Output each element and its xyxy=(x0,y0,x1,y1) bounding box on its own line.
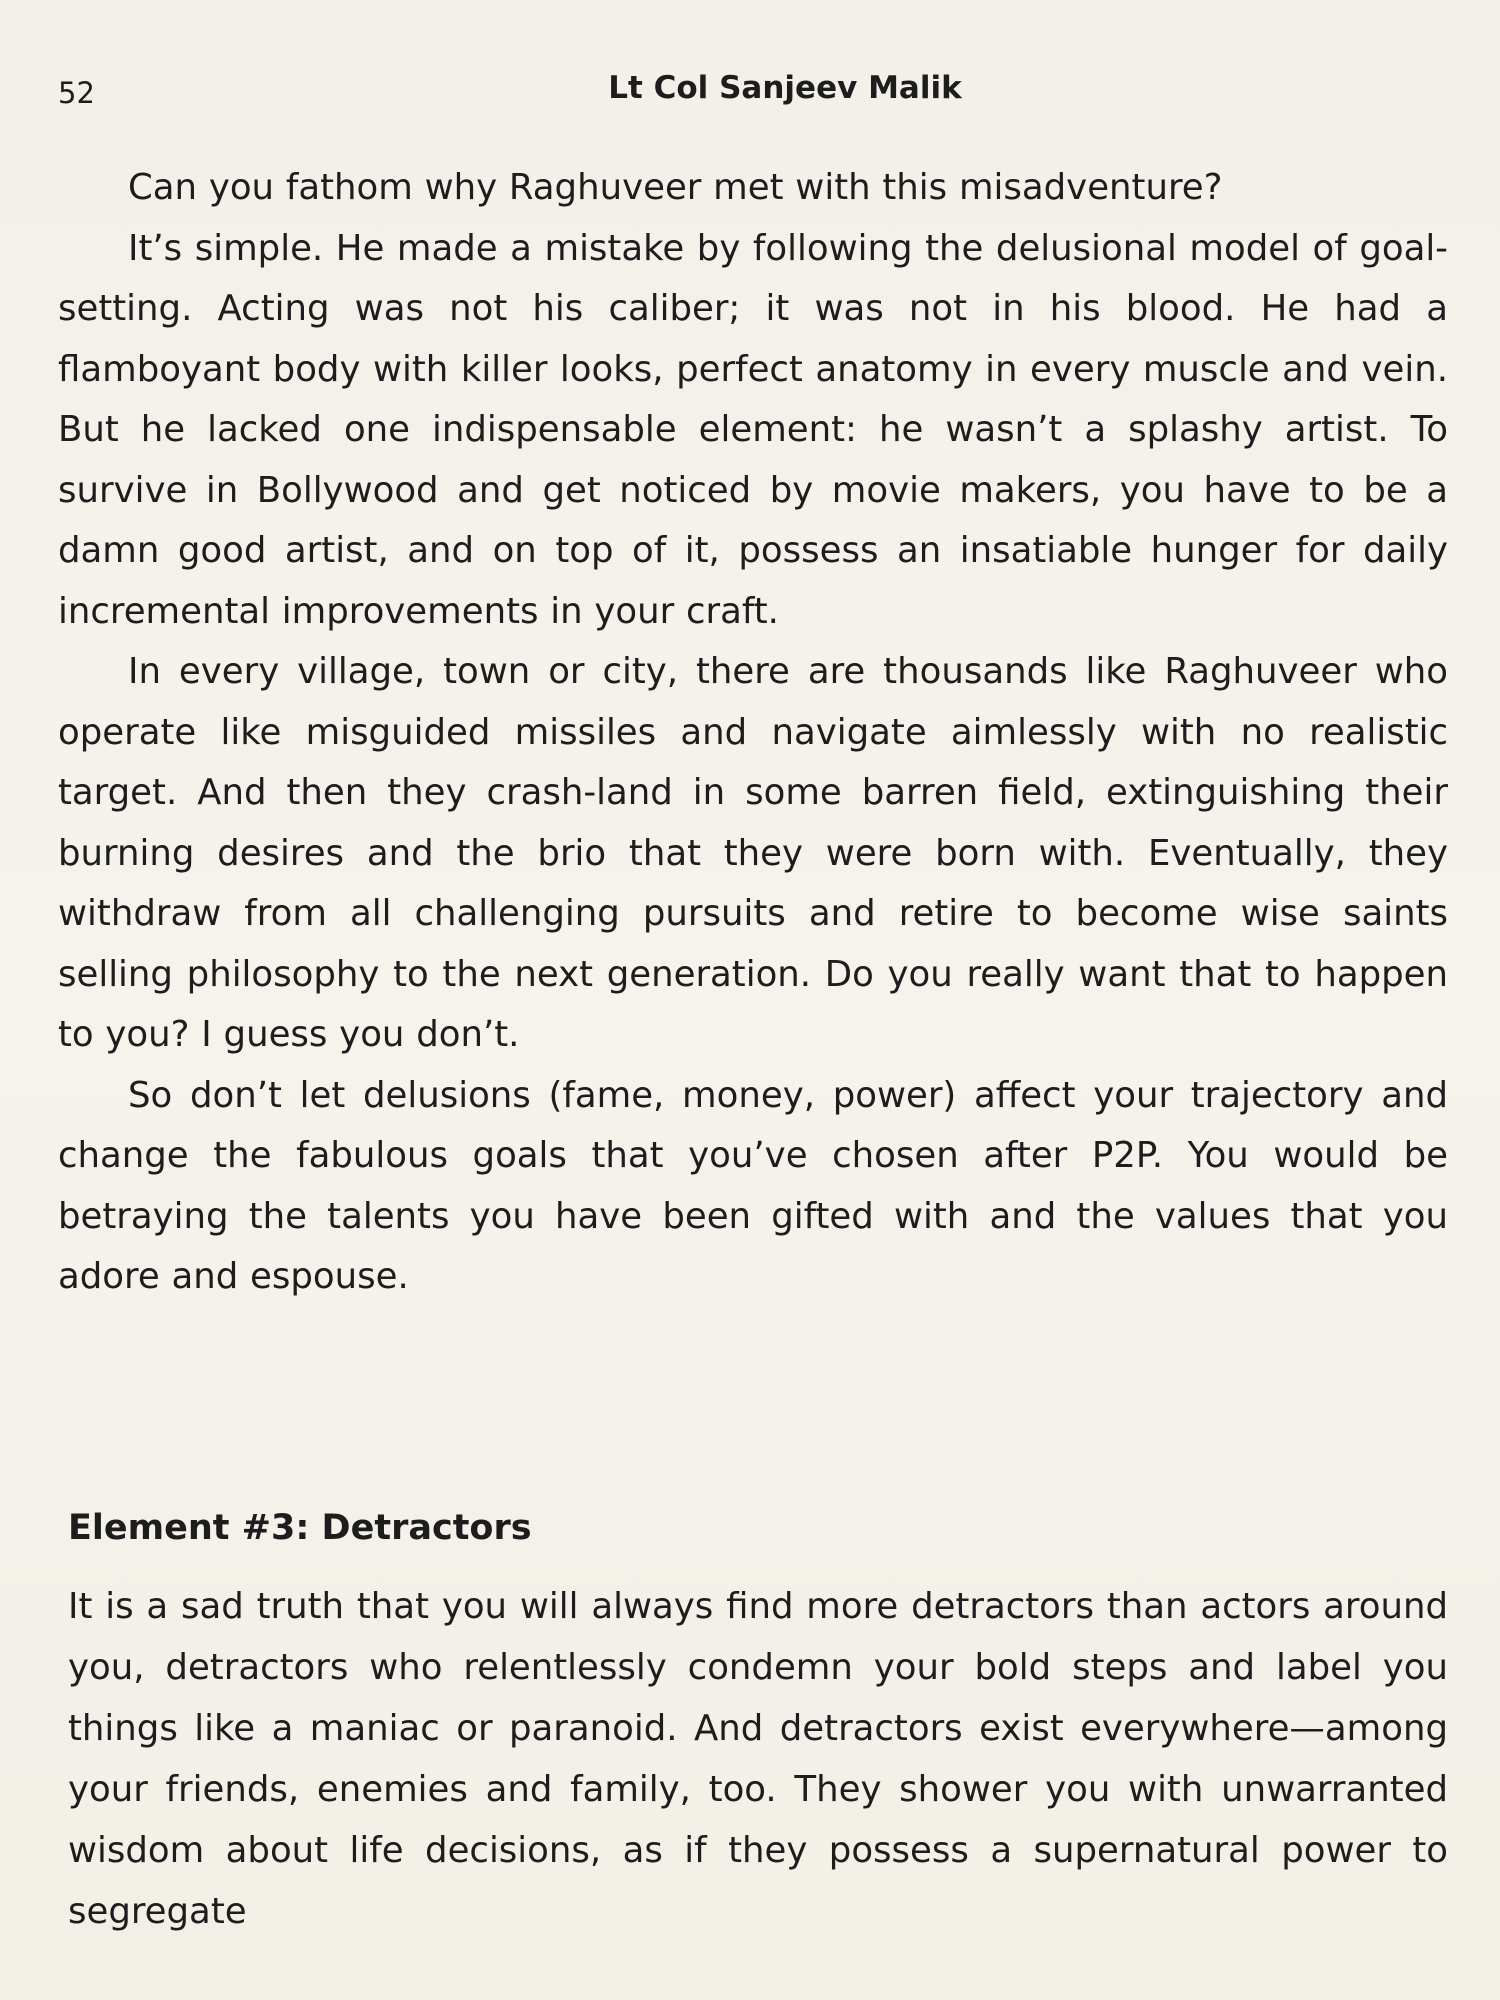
paragraph-1: Can you fathom why Raghuveer met with this misadventure? xyxy=(128,167,1223,208)
section-body xyxy=(68,1576,1448,1942)
page-number: 52 xyxy=(58,76,95,110)
body-text xyxy=(58,158,1448,1308)
running-head: Lt Col Sanjeev Malik xyxy=(608,70,962,106)
page-header xyxy=(58,70,1442,114)
paragraph-4: So don’t let delusions (fame, money, power) affect your trajectory and change the fabulous goals that you’ve chosen after P2P. You would be betraying the talents you have been gifted with and the values that you adore and espouse. xyxy=(58,1074,1448,1297)
paragraph-3: In every village, town or city, there are thousands like Raghuveer who operate like misguided missiles and navigate aimlessly with no realistic target. And then they crash-land in some barren field, extinguishing their burning desires and the brio that they were born with. Eventually, they withdraw from all challenging pursuits and retire to become wise saints selling philosophy to the next generation. Do you really want that to happen to you? I guess you don’t. xyxy=(58,651,1448,1055)
section-heading: Element #3: Detractors xyxy=(68,1508,532,1548)
paragraph-2: It’s simple. He made a mistake by following the delusional model of goal-setting. Acting was not his caliber; it was not in his blood. He had a flamboyant body with killer looks, perfect anatomy in every muscle and vein. But he lacked one indispensable element: he wasn’t a splashy artist. To survive in Bollywood and get noticed by movie makers, you have to be a damn good artist, and on top of it, possess an insatiable hunger for daily incremental improvements in your craft. xyxy=(58,227,1448,632)
section-paragraph: It is a sad truth that you will always find more detractors than actors around you, detractors who relentlessly condemn your bold steps and label you things like a maniac or paranoid. And detractors exist everywhere—among your friends, enemies and family, too. They shower you with unwarranted wisdom about life decisions, as if they possess a supernatural power to segregate xyxy=(68,1586,1448,1932)
